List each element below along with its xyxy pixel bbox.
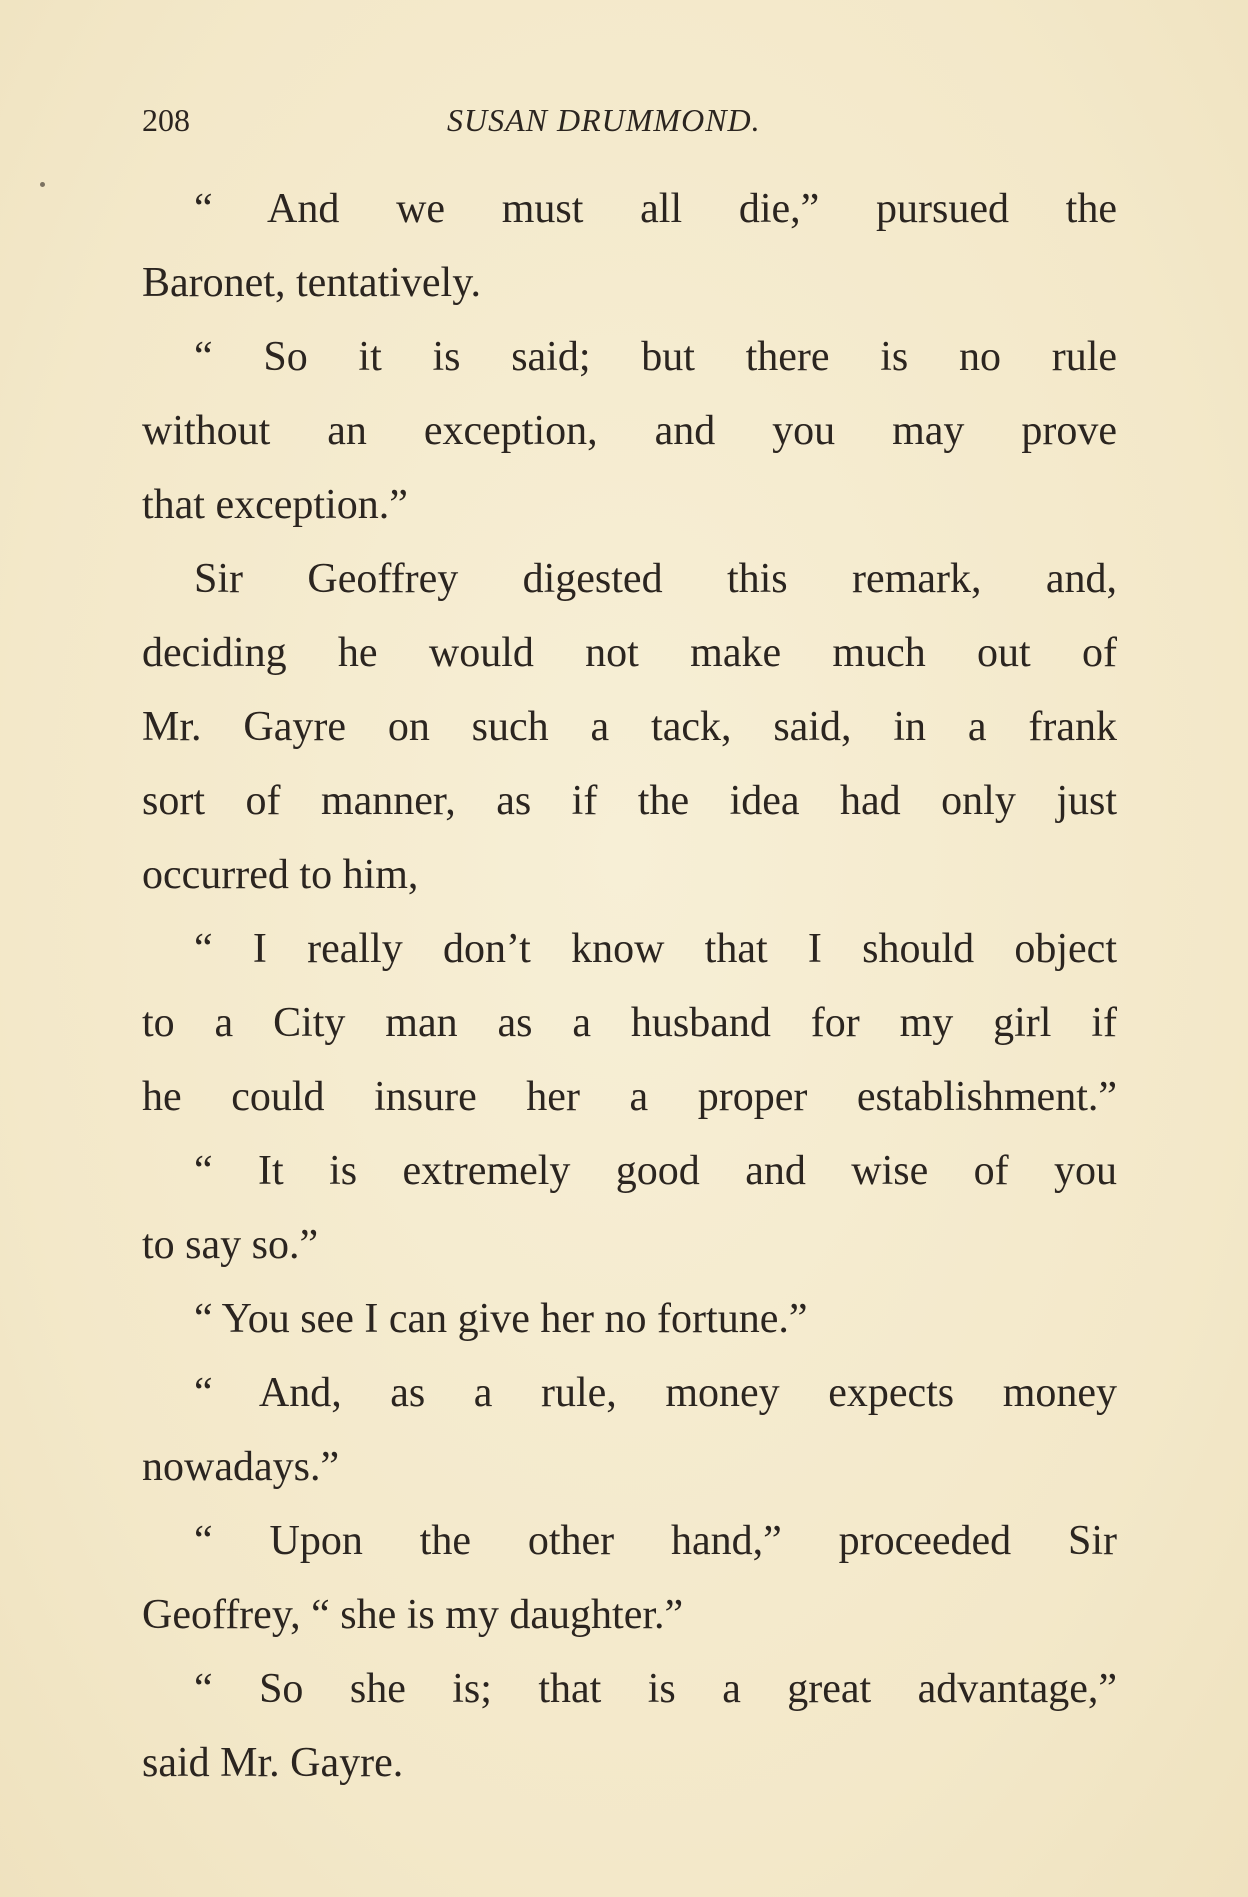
text-line: that exception.” bbox=[142, 482, 408, 528]
running-title: SUSAN DRUMMOND. bbox=[447, 102, 761, 138]
text-line: to say so.” bbox=[142, 1222, 319, 1268]
text-line: “ And, as a rule, money expects money bbox=[194, 1370, 1117, 1416]
text-line: without an exception, and you may prove bbox=[142, 408, 1117, 454]
text-line: “ Upon the other hand,” proceeded Sir bbox=[194, 1518, 1117, 1564]
text-line: to a City man as a husband for my girl if bbox=[142, 1000, 1117, 1046]
text-line: “ I really don’t know that I should object bbox=[194, 926, 1117, 972]
text-line: occurred to him, bbox=[142, 852, 419, 898]
text-line: sort of manner, as if the idea had only just bbox=[142, 778, 1117, 824]
page-header bbox=[142, 98, 1117, 142]
text-line: deciding he would not make much out of bbox=[142, 630, 1117, 676]
text-line: Baronet, tentatively. bbox=[142, 260, 481, 306]
text-line: Geoffrey, “ she is my daughter.” bbox=[142, 1592, 684, 1638]
text-line: Sir Geoffrey digested this remark, and, bbox=[194, 556, 1117, 602]
text-line: “ So she is; that is a great advantage,” bbox=[194, 1666, 1117, 1712]
text-line: “ And we must all die,” pursued the bbox=[194, 186, 1117, 232]
page-number: 208 bbox=[142, 102, 190, 138]
text-line: “ So it is said; but there is no rule bbox=[194, 334, 1117, 380]
text-line: “ You see I can give her no fortune.” bbox=[194, 1296, 808, 1342]
text-line: “ It is extremely good and wise of you bbox=[194, 1148, 1117, 1194]
text-line: said Mr. Gayre. bbox=[142, 1740, 404, 1786]
text-line: he could insure her a proper establishment.” bbox=[142, 1074, 1117, 1120]
paper-speck bbox=[40, 182, 45, 187]
text-line: Mr. Gayre on such a tack, said, in a frank bbox=[142, 704, 1117, 750]
body-text bbox=[142, 172, 1117, 1800]
text-line: nowadays.” bbox=[142, 1444, 340, 1490]
